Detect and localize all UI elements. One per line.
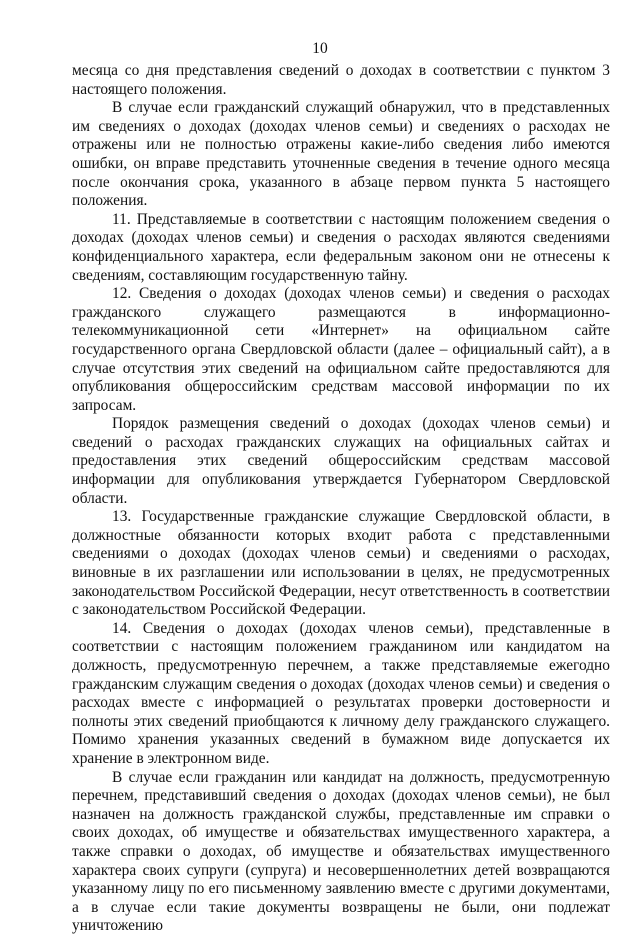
paragraph-clause-14: 14. Сведения о доходах (доходах членов семьи), представленные в соответствии с настоящим положением гражданином или кандидатом на должность, предусмотренную перечнем, а также представляемые ежегодно гражданским служащим сведения о доходах (доходах членов семьи) и сведения о расходах вместе с информацией о результатах проверки достоверности и полноты этих сведений приобщаются к личному делу гражданского служащего. Помимо хранения указанных сведений в бумажном виде допускается их хранение в электронном виде.	[72, 619, 610, 767]
paragraph-continuation: месяца со дня представления сведений о доходах в соответствии с пунктом 3 настоящего положения.	[72, 62, 610, 98]
document-body	[72, 62, 610, 936]
paragraph-publication-procedure: Порядок размещения сведений о доходах (доходах членов семьи) и сведений о расходах гражданских служащих на официальных сайтах и предоставления этих сведений общероссийским средствам массовой информации для опубликования утверждается Губернатором Свердловской области.	[72, 415, 610, 507]
paragraph-clause-13: 13. Государственные гражданские служащие Свердловской области, в должностные обязанности которых входит работа с представленными сведениями о доходах (доходах членов семьи) и сведениями о расходах, виновные в их разглашении или использовании в целях, не предусмотренных законодательством Российской Федерации, несут ответственность в соответствии с законодательством Российской Федерации.	[72, 508, 610, 619]
page-number: 10	[312, 40, 328, 57]
paragraph-clause-11: 11. Представляемые в соответствии с настоящим положением сведения о доходах (доходах членов семьи) и сведения о расходах являются сведениями конфиденциального характера, если федеральным законом они не отнесены к сведениям, составляющим государственную тайну.	[72, 210, 610, 284]
paragraph-return-documents: В случае если гражданин или кандидат на должность, предусмотренную перечнем, представивший сведения о доходах (доходах членов семьи), не был назначен на должность гражданской службы, представленные им справки о своих доходах, об имуществе и обязательствах имущественного характера, а также справки о доходах, об имуществе и обязательствах имущественного характера своих супруги (супруга) и несовершеннолетних детей возвращаются указанному лицу по его письменному заявлению вместе с другими документами, а в случае если такие документы возвращены не были, они подлежат уничтожению	[72, 768, 610, 935]
paragraph-corrected-info: В случае если гражданский служащий обнаружил, что в представленных им сведениях о доходах (доходах членов семьи) и сведениях о расходах не отражены или не полностью отражены какие-либо сведения либо имеются ошибки, он вправе представить уточненные сведения в течение одного месяца после окончания срока, указанного в абзаце первом пункта 5 настоящего положения.	[72, 99, 610, 210]
paragraph-clause-12: 12. Сведения о доходах (доходах членов семьи) и сведения о расходах гражданского служащего размещаются в информационно-телекоммуникационной сети «Интернет» на официальном сайте государственного органа Свердловской области (далее – официальный сайт), а в случае отсутствия этих сведений на официальном сайте предоставляются для опубликования общероссийским средствам массовой информации по их запросам.	[72, 285, 610, 414]
